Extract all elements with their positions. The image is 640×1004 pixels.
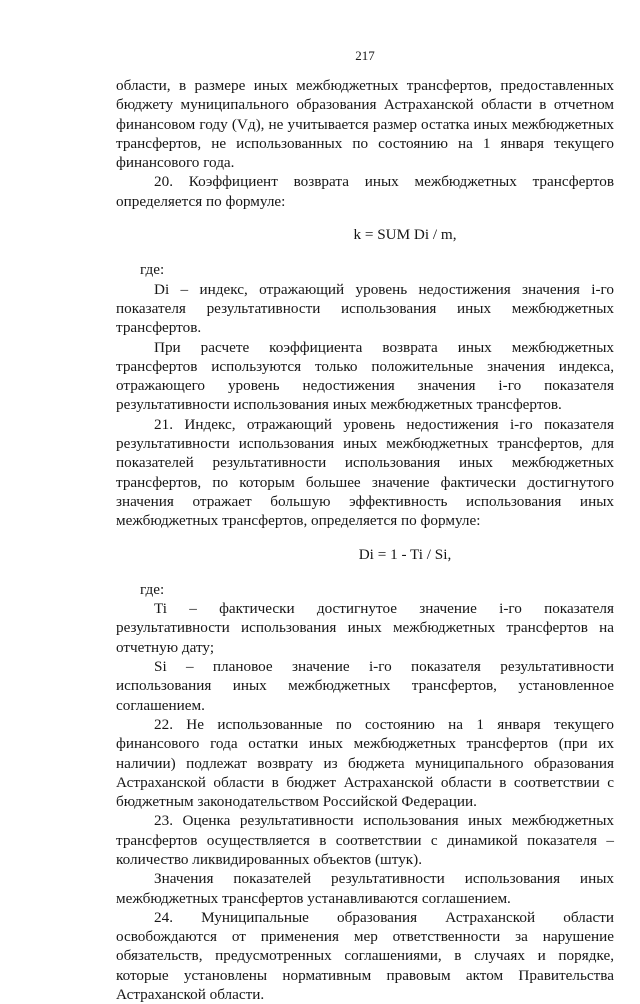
paragraph-indicator-values: Значения показателей результативности использования иных межбюджетных трансфертов устанавливаются соглашением. <box>116 870 614 907</box>
formula-index: Di = 1 - Ti / Si, <box>358 545 452 563</box>
page-number: 217 <box>355 48 375 63</box>
paragraph-positive-values: При расчете коэффициента возврата иных межбюджетных трансфертов используются только положительные значения индекса, отражающего уровень недостижения значения i-го показателя результативности использования иных межбюджетных трансфертов. <box>116 338 614 414</box>
document-page <box>116 48 614 1004</box>
paragraph-20: 20. Коэффициент возврата иных межбюджетных трансфертов определяется по формуле: <box>116 173 614 210</box>
definition-ti: Ti – фактически достигнутое значение i-го показателя результативности использования иных межбюджетных трансфертов на отчетную дату; <box>116 600 614 656</box>
where-label-1: где: <box>140 261 165 279</box>
formula-coefficient: k = SUM Di / m, <box>353 226 457 244</box>
definition-si: Si – плановое значение i-го показателя результативности использования иных межбюджетных трансфертов, установленное соглашением. <box>116 658 614 714</box>
paragraph-21: 21. Индекс, отражающий уровень недостижения i-го показателя результативности использования иных межбюджетных трансфертов, для показателей результативности использования иных межбюджетных трансфертов, по которым большее значение фактически достигнутого значения отражает большую эффективность использования иных межбюджетных трансфертов, определяется по формуле: <box>116 415 614 530</box>
paragraph-continuation: области, в размере иных межбюджетных трансфертов, предоставленных бюджету муниципального образования Астраханской области в отчетном финансовом году (Vд), не учитывается размер остатка иных межбюджетных трансфертов, не использованных по состоянию на 1 января текущего финансового года. <box>116 77 614 172</box>
paragraph-22: 22. Не использованные по состоянию на 1 января текущего финансового года остатки иных межбюджетных трансфертов (при их наличии) подлежат возврату из бюджета муниципального образования Астраханской области в бюджет Астраханской области в соответствии с бюджетным законодательством Российской Федерации. <box>116 715 614 811</box>
definition-di: Di – индекс, отражающий уровень недостижения значения i-го показателя результативности использования иных межбюджетных трансфертов. <box>116 280 614 337</box>
paragraph-23: 23. Оценка результативности использования иных межбюджетных трансфертов осуществляется в соответствии с динамикой показателя – количество ликвидированных объектов (штук). <box>116 812 614 868</box>
where-label-2: где: <box>140 580 165 598</box>
paragraph-24: 24. Муниципальные образования Астраханской области освобождаются от применения мер ответственности за нарушение обязательств, предусмотренных соглашениями, в случаях и порядке, которые установлены нормативным правовым актом Правительства Астраханской области. <box>116 908 614 1004</box>
